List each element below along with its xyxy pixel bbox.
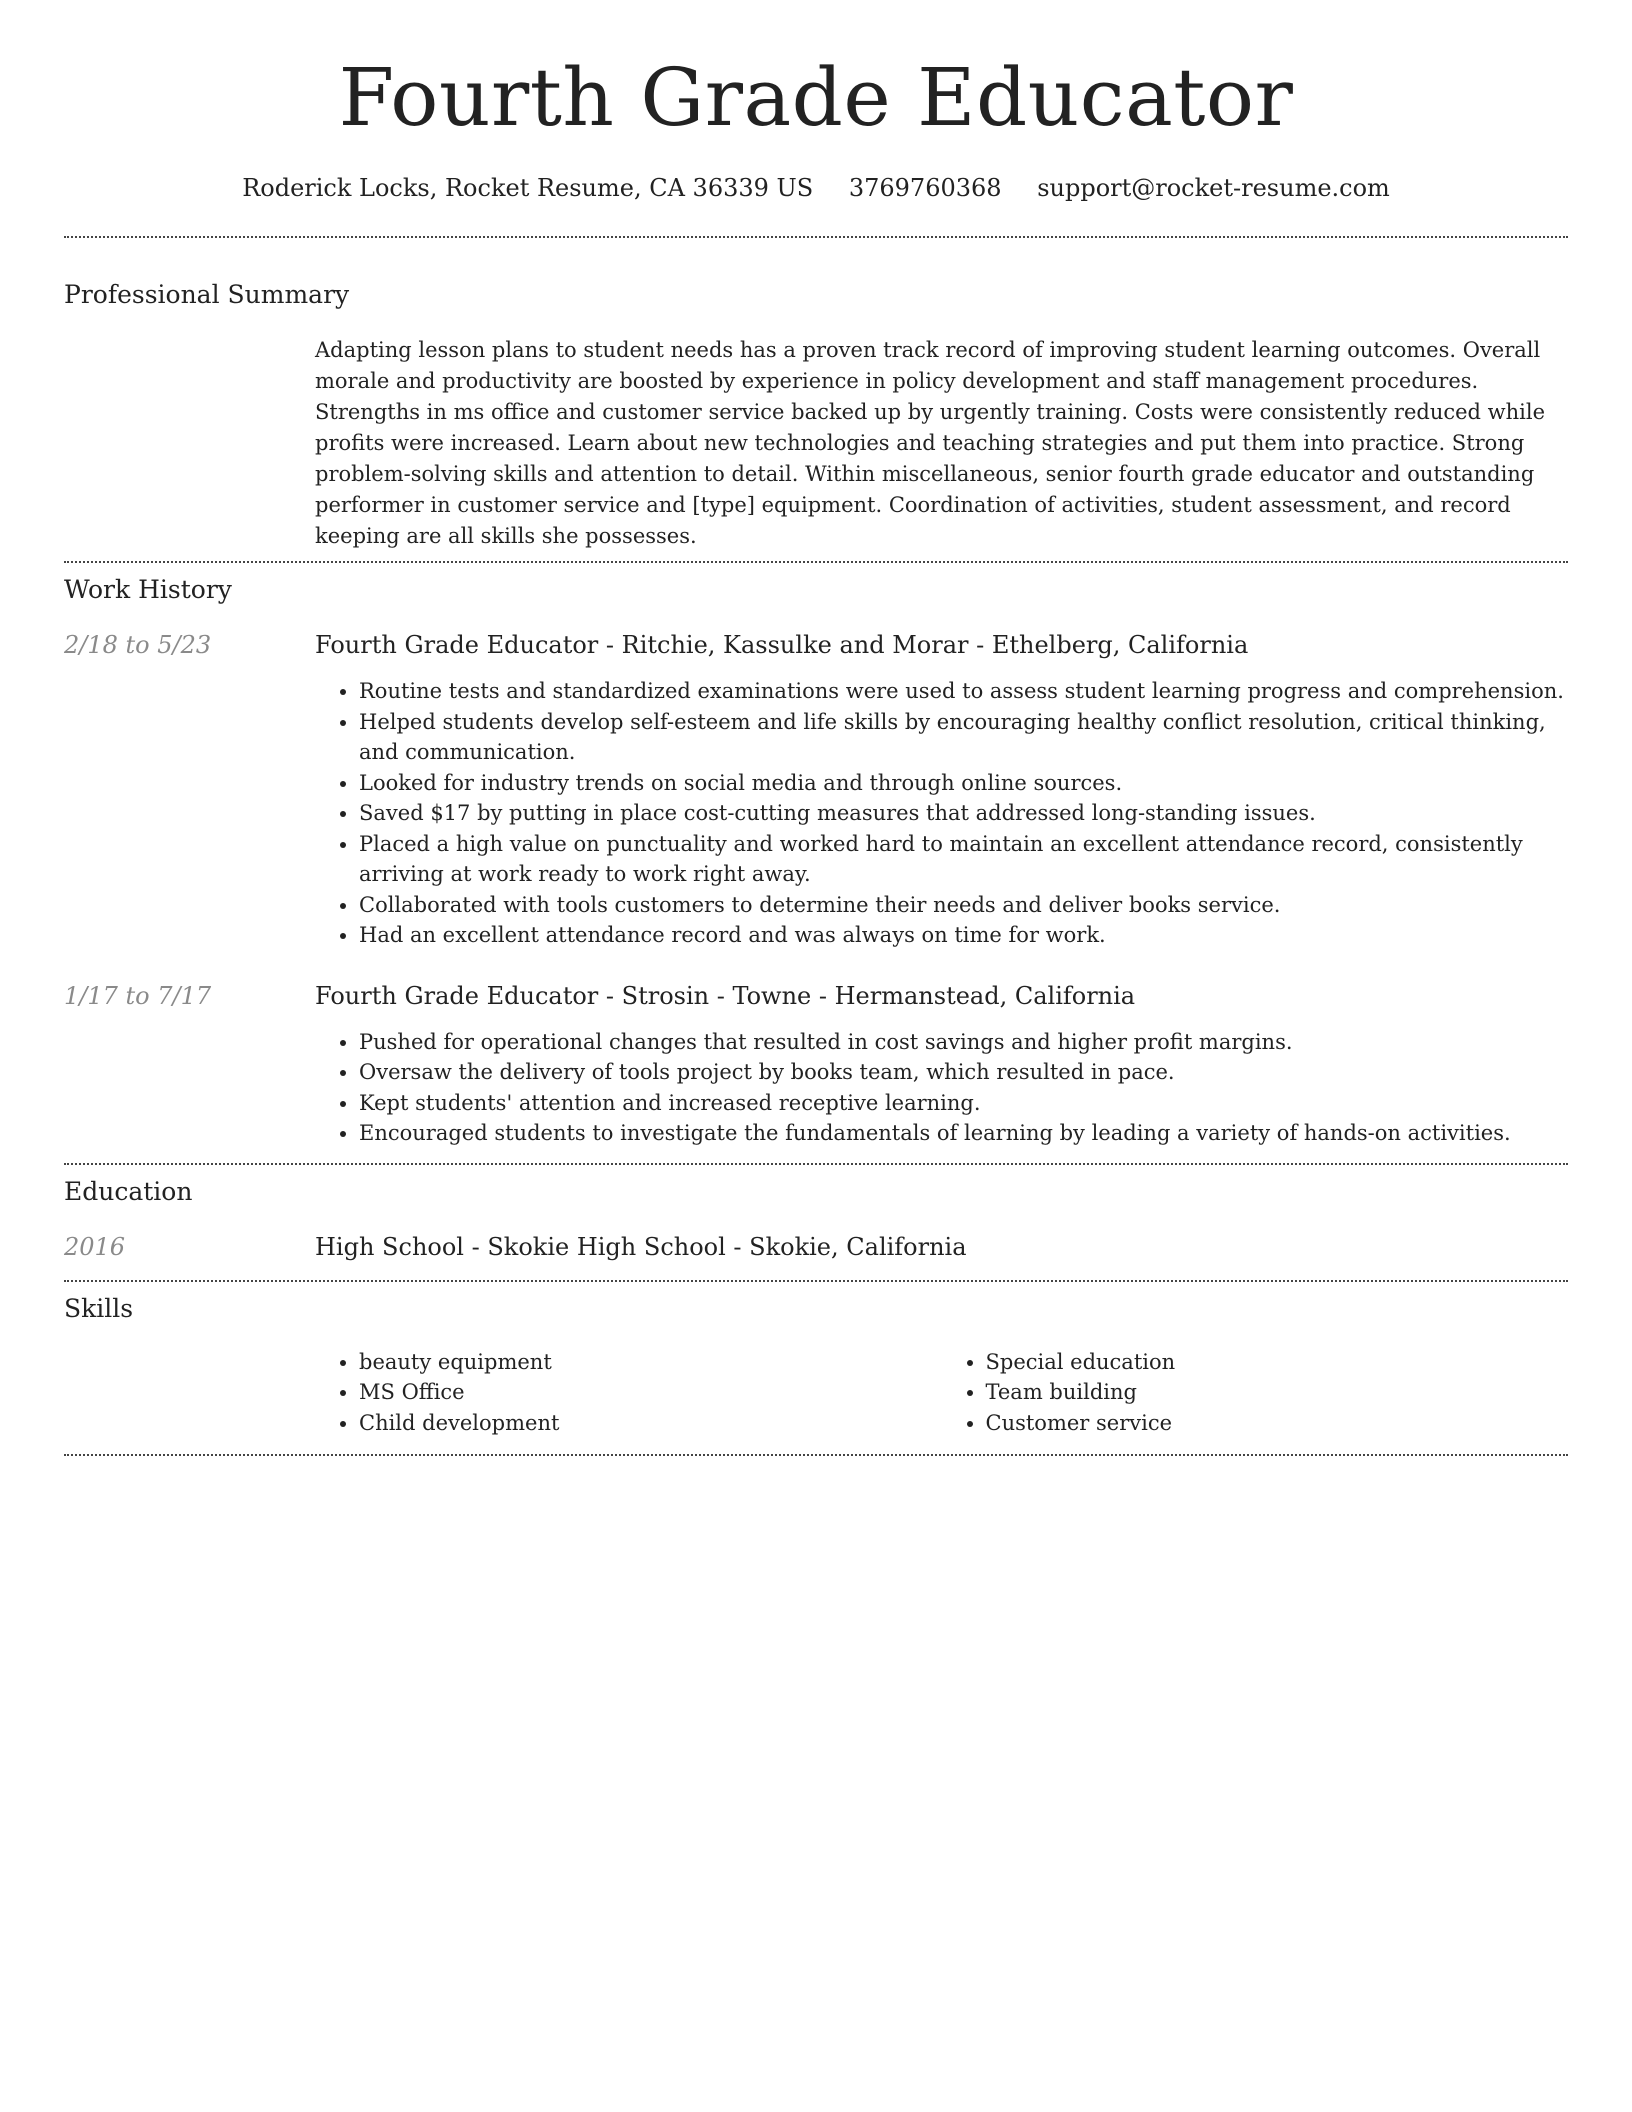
job-heading	[315, 981, 1568, 1011]
list-item: • Had an excellent attendance record and was always on time for work.	[359, 920, 1568, 951]
skill-item: • Child development	[359, 1408, 942, 1439]
work-history-section	[64, 563, 1568, 1149]
education-heading	[315, 1232, 1568, 1262]
job-heading	[315, 630, 1568, 660]
education-section	[64, 1165, 1568, 1262]
divider	[64, 1454, 1568, 1456]
skill-item: • Customer service	[986, 1408, 1569, 1439]
skill-item: • MS Office	[359, 1377, 942, 1408]
resume-name-heading: Fourth Grade Educator	[338, 51, 1294, 144]
education-year: 2016	[64, 1232, 126, 1261]
contact-line	[64, 174, 1568, 202]
list-item: • Helped students develop self-esteem and life skills by encouraging healthy conflict resolution, critical thinking, and communication.	[359, 707, 1568, 768]
skills-grid	[315, 1347, 1568, 1439]
list-item: • Placed a high value on punctuality and worked hard to maintain an excellent attendance record, consistently arriving at work ready to work right away.	[359, 829, 1568, 890]
job-entry	[64, 630, 1568, 951]
education-school: - Skokie High School - Skokie, California	[463, 1232, 967, 1261]
job-employer: - Strosin - Towne - Hermanstead, California	[598, 981, 1136, 1010]
list-item: • Routine tests and standardized examinations were used to assess student learning progress and comprehension.	[359, 676, 1568, 707]
education-degree: High School	[315, 1232, 464, 1261]
contact-email: support@rocket-resume.com	[1037, 174, 1390, 202]
skills-spacer	[64, 1347, 315, 1439]
list-item: • Encouraged students to investigate the fundamentals of learning by leading a variety of hands-on activities.	[359, 1118, 1568, 1149]
section-title-education: Education	[64, 1176, 193, 1206]
skill-item: • beauty equipment	[359, 1347, 942, 1378]
summary-spacer	[64, 335, 315, 552]
job-bullets	[315, 1027, 1568, 1149]
job-position: Fourth Grade Educator	[315, 631, 599, 659]
job-bullets	[315, 676, 1568, 951]
job-dates: 2/18 to 5/23	[64, 631, 212, 659]
summary-section	[64, 238, 1568, 552]
job-entry	[64, 981, 1568, 1149]
section-title-work: Work History	[64, 575, 232, 604]
job-dates: 1/17 to 7/17	[64, 981, 212, 1010]
job-position: Fourth Grade Educator	[315, 981, 599, 1010]
summary-text: Adapting lesson plans to student needs has a proven track record of improving student learning outcomes. Overall morale and productivity are boosted by experience in policy development and staff management procedures. Strengths in ms office and customer service backed up by urgently training. Costs were consistently reduced while profits were increased. Learn about new technologies and teaching strategies and put them into practice. Strong problem-solving skills and attention to detail. Within miscellaneous, senior fourth grade educator and outstanding performer in customer service and [type] equipment. Coordination of activities, student assessment, and record keeping are all skills she possesses.	[315, 338, 1546, 548]
skills-list-right	[942, 1347, 1569, 1439]
skill-item: • Special education	[986, 1347, 1569, 1378]
list-item: • Kept students' attention and increased receptive learning.	[359, 1088, 1568, 1119]
list-item: • Saved $17 by putting in place cost-cutting measures that addressed long-standing issues.	[359, 798, 1568, 829]
list-item: • Pushed for operational changes that resulted in cost savings and higher profit margins.	[359, 1027, 1568, 1058]
skills-list-left	[315, 1347, 942, 1439]
education-entry	[64, 1232, 1568, 1262]
skill-item: • Team building	[986, 1377, 1569, 1408]
job-employer: - Ritchie, Kassulke and Morar - Ethelberg, California	[598, 631, 1249, 659]
contact-phone: 3769760368	[848, 174, 1002, 202]
list-item: • Looked for industry trends on social media and through online sources.	[359, 768, 1568, 799]
contact-address: Roderick Locks, Rocket Resume, CA 36339 US	[242, 174, 814, 202]
list-item: • Oversaw the delivery of tools project by books team, which resulted in pace.	[359, 1057, 1568, 1088]
skills-section	[64, 1282, 1568, 1439]
section-title-summary: Professional Summary	[64, 280, 350, 309]
list-item: • Collaborated with tools customers to determine their needs and deliver books service.	[359, 890, 1568, 921]
section-title-skills: Skills	[64, 1293, 134, 1323]
